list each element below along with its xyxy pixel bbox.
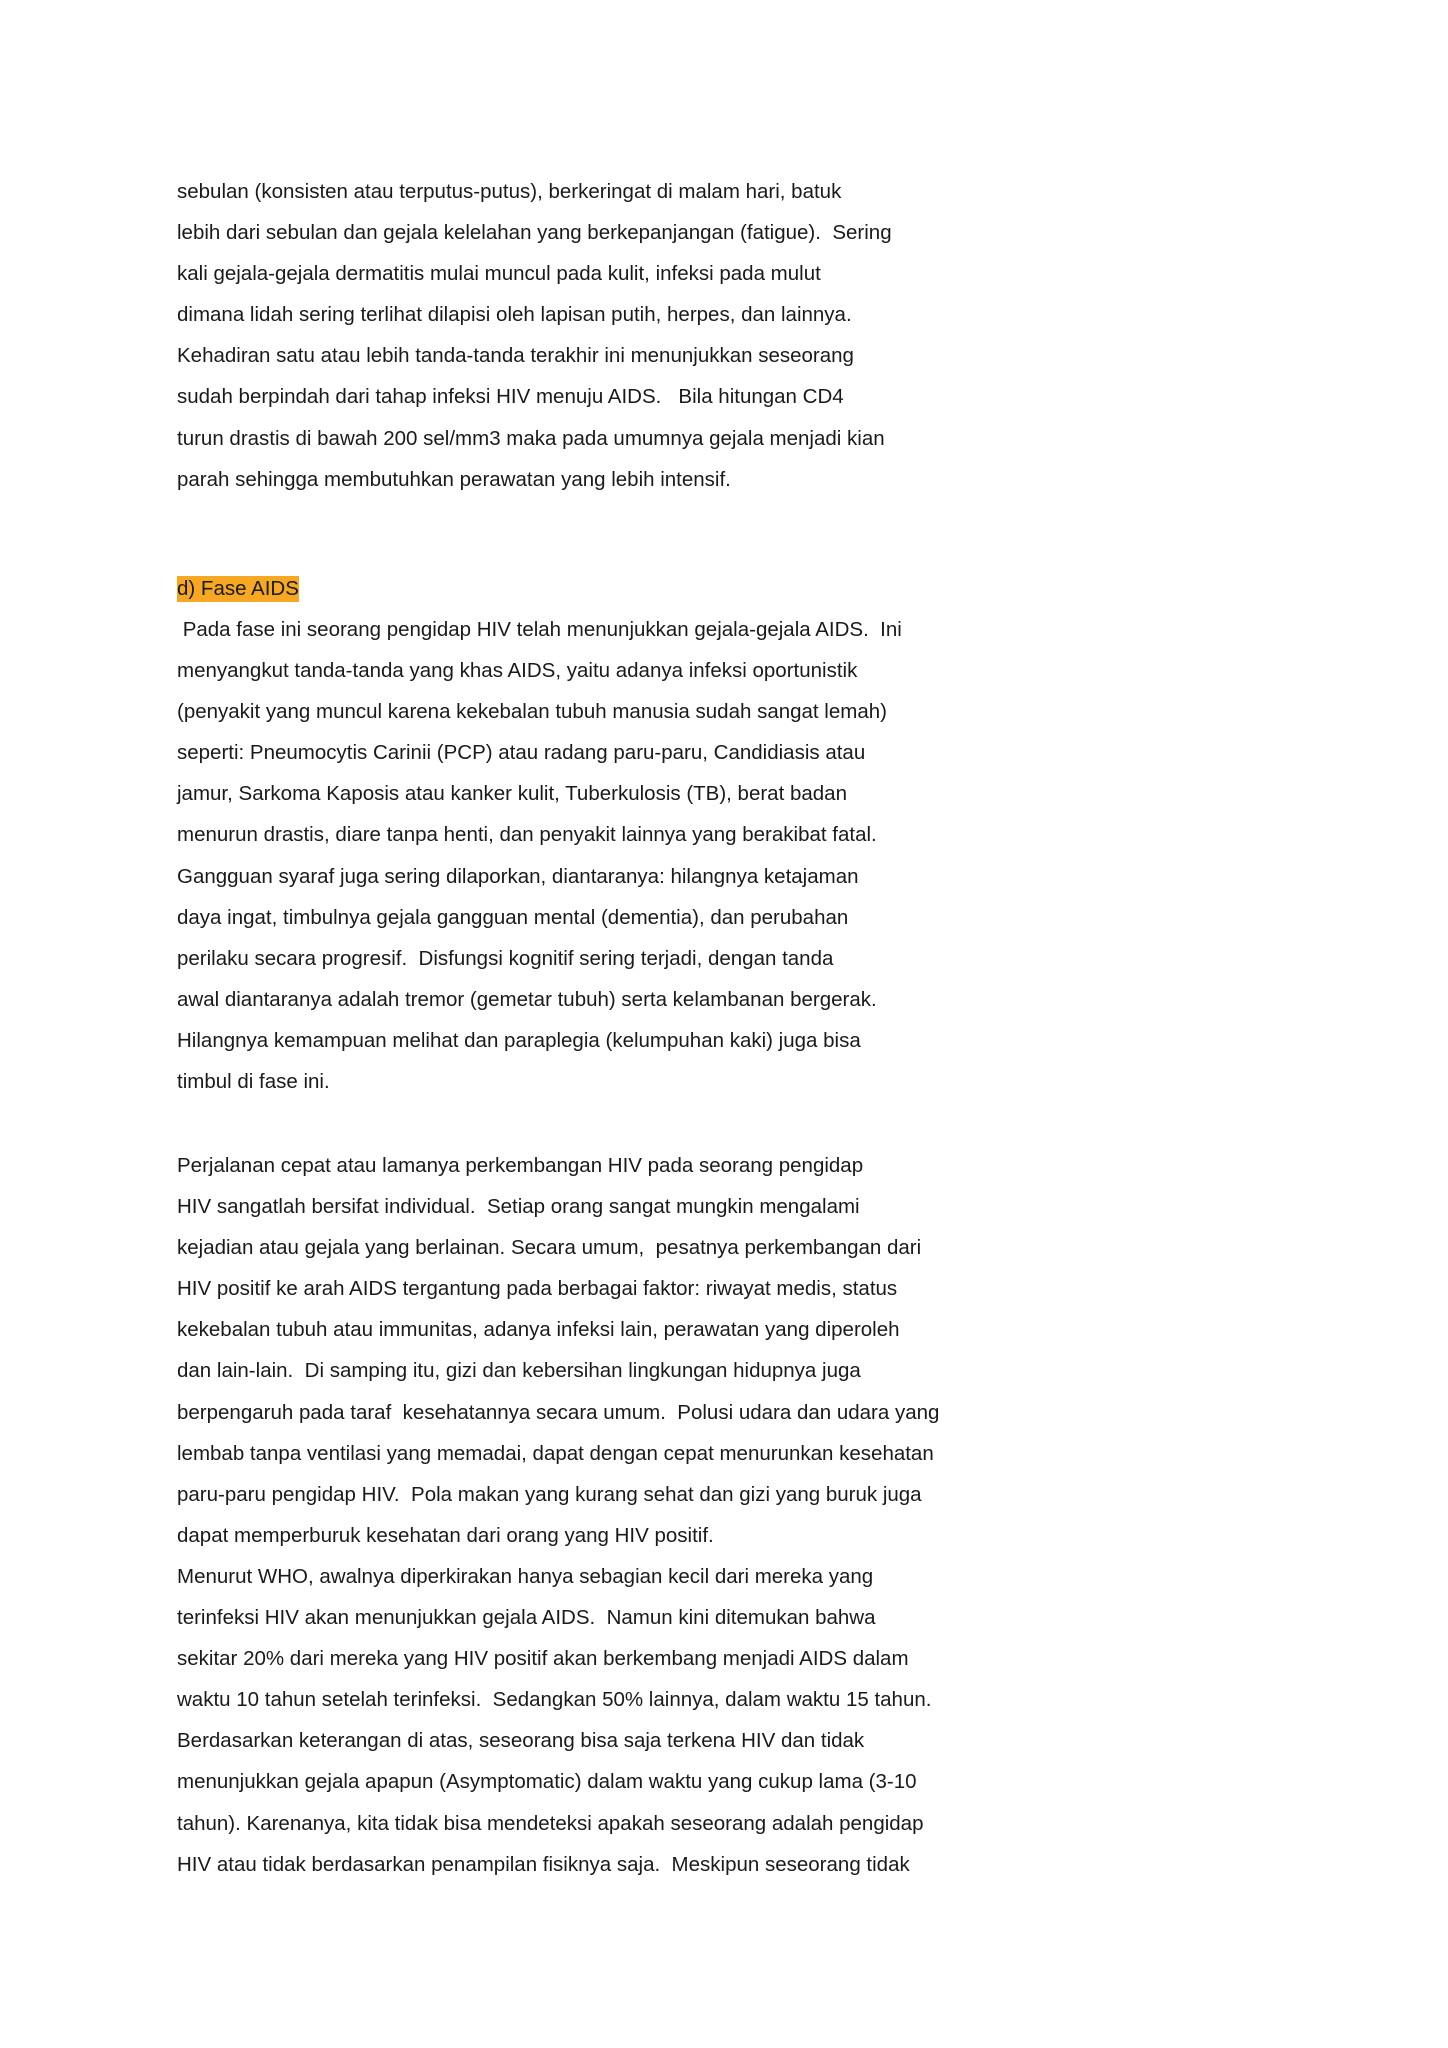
text-line: kejadian atau gejala yang berlainan. Secara umum, pesatnya perkembangan dari xyxy=(177,1236,922,1260)
text-line: paru-paru pengidap HIV. Pola makan yang kurang sehat dan gizi yang buruk juga xyxy=(177,1482,922,1506)
text-line: perilaku secara progresif. Disfungsi kognitif sering terjadi, dengan tanda xyxy=(177,946,834,970)
text-line: Kehadiran satu atau lebih tanda-tanda terakhir ini menunjukkan seseorang xyxy=(177,344,854,368)
text-line: menurun drastis, diare tanpa henti, dan penyakit lainnya yang berakibat fatal. xyxy=(177,823,877,847)
paragraph-symptoms-continued xyxy=(177,171,1277,500)
text-line: seperti: Pneumocytis Carinii (PCP) atau radang paru-paru, Candidiasis atau xyxy=(177,741,866,765)
text-line: berpengaruh pada taraf kesehatannya secara umum. Polusi udara dan udara yang xyxy=(177,1400,940,1424)
paragraph-hiv-progression xyxy=(177,1145,1277,1885)
text-line: HIV atau tidak berdasarkan penampilan fisiknya saja. Meskipun seseorang tidak xyxy=(177,1852,910,1876)
text-line: terinfeksi HIV akan menunjukkan gejala AIDS. Namun kini ditemukan bahwa xyxy=(177,1606,876,1630)
text-line: lembab tanpa ventilasi yang memadai, dapat dengan cepat menurunkan kesehatan xyxy=(177,1441,934,1465)
text-line: Pada fase ini seorang pengidap HIV telah menunjukkan gejala-gejala AIDS. Ini xyxy=(177,618,902,641)
text-line: Gangguan syaraf juga sering dilaporkan, diantaranya: hilangnya ketajaman xyxy=(177,864,859,888)
text-line: Hilangnya kemampuan melihat dan paraplegia (kelumpuhan kaki) juga bisa xyxy=(177,1028,861,1052)
text-line: dapat memperburuk kesehatan dari orang yang HIV positif. xyxy=(177,1523,714,1547)
text-line: Berdasarkan keterangan di atas, seseorang bisa saja terkena HIV dan tidak xyxy=(177,1729,865,1753)
text-line: Menurut WHO, awalnya diperkirakan hanya sebagian kecil dari mereka yang xyxy=(177,1564,874,1588)
text-line: sebulan (konsisten atau terputus-putus), berkeringat di malam hari, batuk xyxy=(177,180,842,203)
section-heading-highlighted: d) Fase AIDS xyxy=(177,577,299,600)
text-line: menyangkut tanda-tanda yang khas AIDS, yaitu adanya infeksi oportunistik xyxy=(177,659,858,683)
text-line: jamur, Sarkoma Kaposis atau kanker kulit, Tuberkulosis (TB), berat badan xyxy=(177,782,847,806)
text-line: dan lain-lain. Di samping itu, gizi dan kebersihan lingkungan hidupnya juga xyxy=(177,1359,861,1383)
text-line: menunjukkan gejala apapun (Asymptomatic) dalam waktu yang cukup lama (3-10 xyxy=(177,1770,917,1794)
text-line: tahun). Karenanya, kita tidak bisa mendeteksi apakah seseorang adalah pengidap xyxy=(177,1811,924,1835)
text-line: dimana lidah sering terlihat dilapisi oleh lapisan putih, herpes, dan lainnya. xyxy=(177,303,852,327)
section-heading-row xyxy=(177,568,1277,609)
text-line: kali gejala-gejala dermatitis mulai muncul pada kulit, infeksi pada mulut xyxy=(177,262,821,286)
text-line: lebih dari sebulan dan gejala kelelahan yang berkepanjangan (fatigue). Sering xyxy=(177,221,892,245)
text-line: waktu 10 tahun setelah terinfeksi. Sedangkan 50% lainnya, dalam waktu 15 tahun. xyxy=(177,1688,932,1712)
text-line: kekebalan tubuh atau immunitas, adanya infeksi lain, perawatan yang diperoleh xyxy=(177,1318,900,1342)
text-line: Perjalanan cepat atau lamanya perkembangan HIV pada seorang pengidap xyxy=(177,1154,864,1177)
text-line: HIV positif ke arah AIDS tergantung pada berbagai faktor: riwayat medis, status xyxy=(177,1277,898,1301)
text-line: (penyakit yang muncul karena kekebalan tubuh manusia sudah sangat lemah) xyxy=(177,700,887,724)
text-line: turun drastis di bawah 200 sel/mm3 maka pada umumnya gejala menjadi kian xyxy=(177,426,885,450)
text-line: daya ingat, timbulnya gejala gangguan mental (dementia), dan perubahan xyxy=(177,905,849,929)
text-line: sekitar 20% dari mereka yang HIV positif akan berkembang menjadi AIDS dalam xyxy=(177,1647,909,1671)
text-line: awal diantaranya adalah tremor (gemetar tubuh) serta kelambanan bergerak. xyxy=(177,987,877,1011)
section-fase-aids xyxy=(177,568,1277,1102)
text-line: HIV sangatlah bersifat individual. Setiap orang sangat mungkin mengalami xyxy=(177,1195,860,1219)
text-line: timbul di fase ini. xyxy=(177,1070,330,1094)
text-line: parah sehingga membutuhkan perawatan yang lebih intensif. xyxy=(177,467,731,491)
text-line: sudah berpindah dari tahap infeksi HIV menuju AIDS. Bila hitungan CD4 xyxy=(177,385,844,409)
